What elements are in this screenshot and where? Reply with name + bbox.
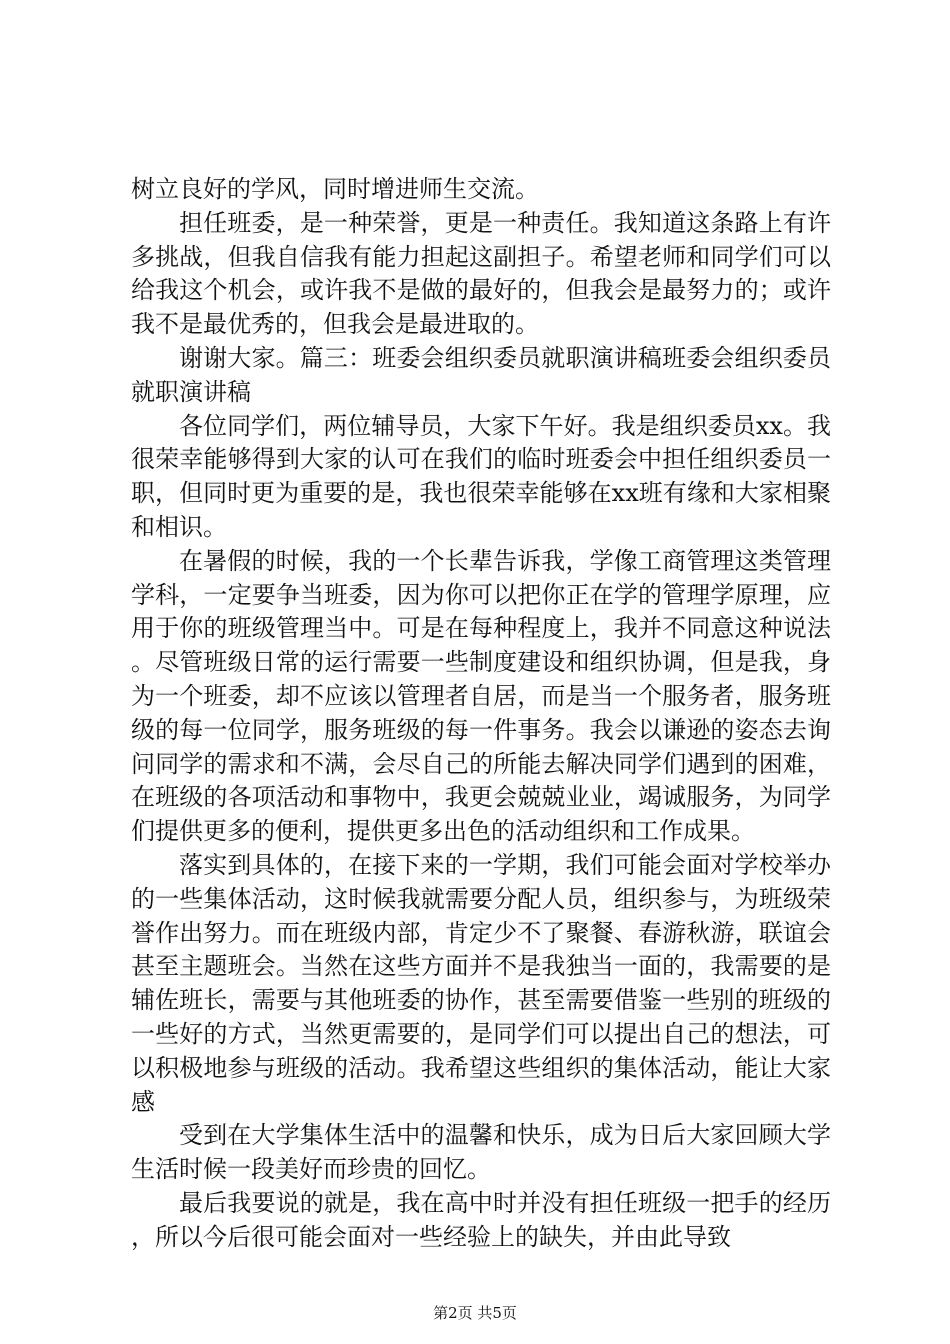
paragraph: 最后我要说的就是，我在高中时并没有担任班级一把手的经历，所以今后很可能会面对一些经验上的缺失，并由此导致 (131, 1188, 831, 1251)
page-number-footer: 第2页 共5页 (433, 1304, 517, 1322)
paragraph: 在暑假的时候，我的一个长辈告诉我，学像工商管理这类管理学科，一定要争当班委，因为你可以把你正在学的管理学原理，应用于你的班级管理当中。可是在每种程度上，我并不同意这种说法。尽管班级日常的运行需要一些制度建设和组织协调，但是我，身为一个班委，却不应该以管理者自居，而是当一个服务者，服务班级的每一位同学，服务班级的每一件事务。我会以谦逊的姿态去询问同学的需求和不满，会尽自己的所能去解决同学们遇到的困难，在班级的各项活动和事物中，我更会兢兢业业，竭诚服务，为同学们提供更多的便利，提供更多出色的活动组织和工作成果。 (131, 546, 831, 846)
paragraph: 担任班委，是一种荣誉，更是一种责任。我知道这条路上有许多挑战，但我自信我有能力担起这副担子。希望老师和同学们可以给我这个机会，或许我不是做的最好的，但我会是最努力的；或许我不是最优秀的，但我会是最进取的。 (131, 208, 831, 339)
paragraph: 各位同学们，两位辅导员，大家下午好。我是组织委员xx。我很荣幸能够得到大家的认可在我们的临时班委会中担任组织委员一职，但同时更为重要的是，我也很荣幸能够在xx班有缘和大家相聚和相识。 (131, 411, 831, 541)
paragraph: 落实到具体的，在接下来的一学期，我们可能会面对学校举办的一些集体活动，这时候我就需要分配人员，组织参与，为班级荣誉作出努力。而在班级内部，肯定少不了聚餐、春游秋游，联谊会甚至主题班会。当然在这些方面并不是我独当一面的，我需要的是辅佐班长，需要与其他班委的协作，甚至需要借鉴一些别的班级的一些好的方式，当然更需要的，是同学们可以提出自己的想法，可以积极地参与班级的活动。我希望这些组织的集体活动，能让大家感 (131, 850, 831, 1116)
paragraph: 谢谢大家。篇三：班委会组织委员就职演讲稿班委会组织委员就职演讲稿 (131, 343, 831, 406)
paragraph: 受到在大学集体生活中的温馨和快乐，成为日后大家回顾大学生活时候一段美好而珍贵的回忆。 (131, 1121, 831, 1184)
paragraph: 树立良好的学风，同时增进师生交流。 (131, 175, 539, 203)
document-body (131, 173, 831, 1255)
